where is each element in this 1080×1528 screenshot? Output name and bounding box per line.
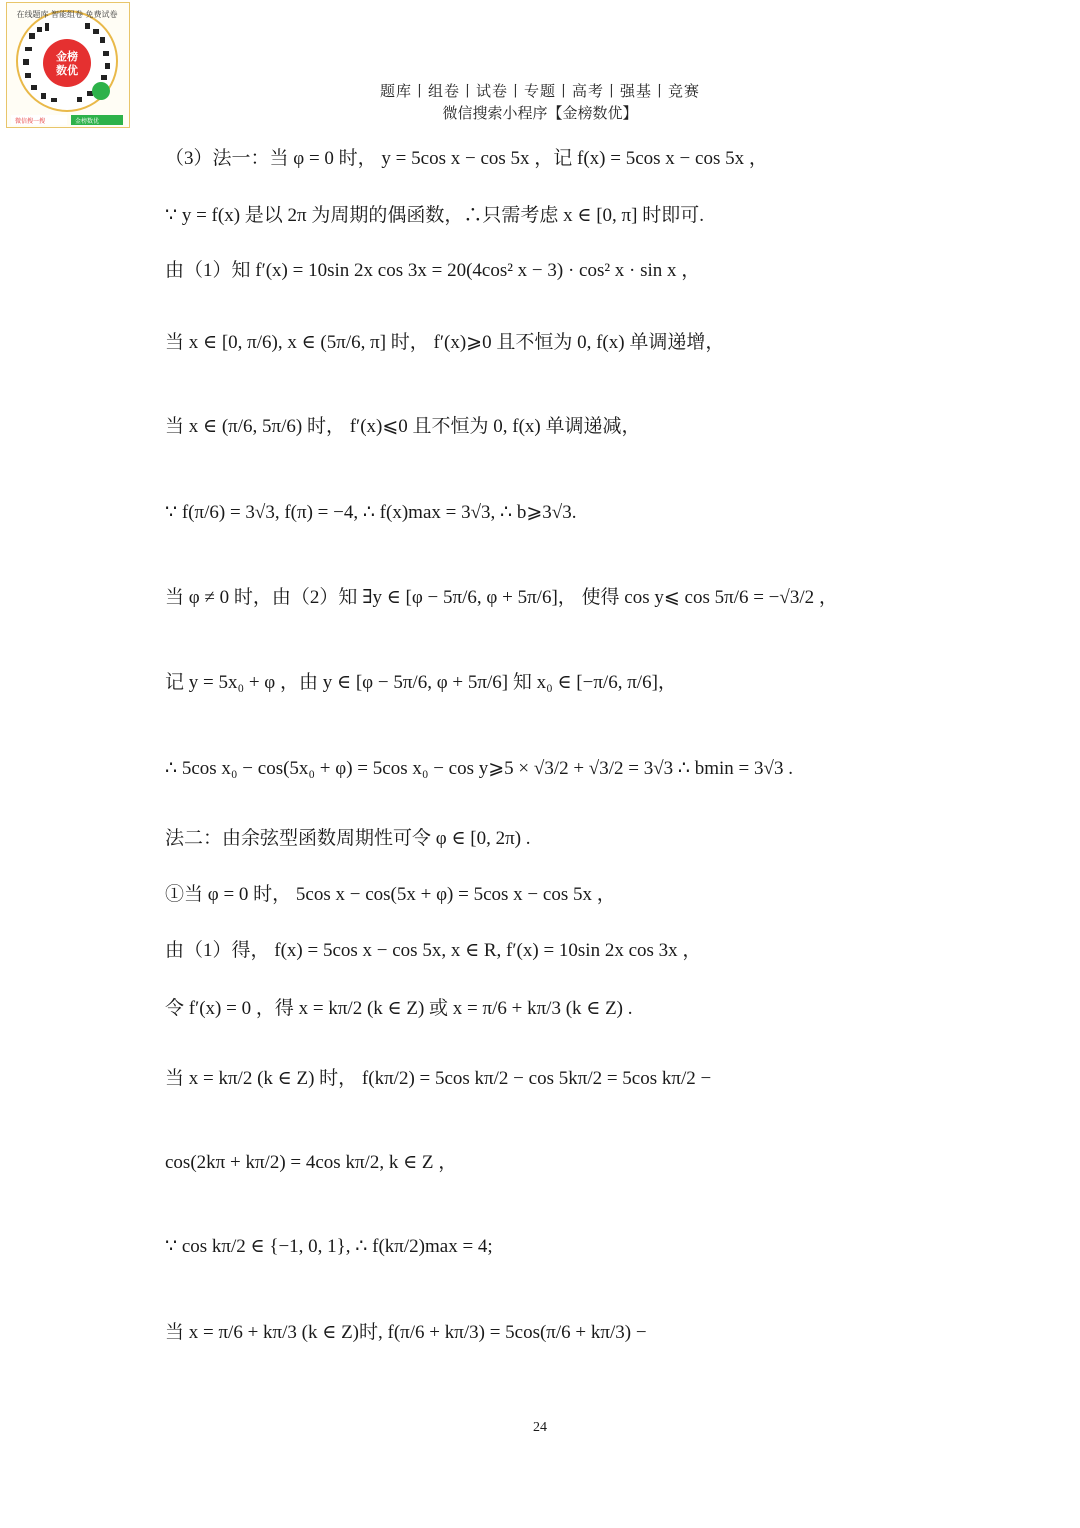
text-line: ∵ y = f(x) 是以 2π 为周期的偶函数，∴只需考虑 x ∈ [0, π] 时即可. <box>165 205 704 226</box>
text-line: 当 x = π/6 + kπ/3 (k ∈ Z)时, f(π/6 + kπ/3) = 5cos(π/6 + kπ/3) − <box>165 1322 647 1343</box>
text-line: （3）法一：当 φ = 0 时， y = 5cos x − cos 5x ，记 f(x) = 5cos x − cos 5x ， <box>165 148 768 169</box>
logo-footer-right: 金榜数优 <box>75 118 100 125</box>
text-line: ∴ 5cos x₀ − cos(5x₀ + φ) = 5cos x₀ − cos y⩾5 × √3/2 + √3/2 = 3√3 ∴ bmin = 3√3 . <box>165 758 793 779</box>
text-line: 令 f′(x) = 0 ，得 x = kπ/2 (k ∈ Z) 或 x = π/6 + kπ/3 (k ∈ Z) . <box>165 998 633 1019</box>
page-number: 24 <box>533 1420 547 1435</box>
text-line: 当 φ ≠ 0 时，由（2）知 ∃y ∈ [φ − 5π/6, φ + 5π/6]， 使得 cos y⩽ cos 5π/6 = −√3/2 ， <box>165 587 838 608</box>
logo-arc-text: 在线题库 智能组卷 免费试卷 <box>16 10 118 19</box>
text-line: 法二：由余弦型函数周期性可令 φ ∈ [0, 2π) . <box>165 828 531 849</box>
text-line: 由（1）得， f(x) = 5cos x − cos 5x, x ∈ R, f′(x) = 10sin 2x cos 3x ， <box>165 940 702 961</box>
text-line: ∵ cos kπ/2 ∈ {−1, 0, 1}, ∴ f(kπ/2)max = 4; <box>165 1236 493 1257</box>
header-wechat-line: 微信搜索小程序【金榜数优】 <box>442 104 638 122</box>
text-line: ①当 φ = 0 时， 5cos x − cos(5x + φ) = 5cos x − cos 5x ， <box>165 884 616 905</box>
text-line: 由（1）知 f′(x) = 10sin 2x cos 3x = 20(4cos² x − 3) · cos² x · sin x ， <box>165 260 701 281</box>
logo-badge-line2: 数优 <box>56 64 78 77</box>
text-line: 当 x ∈ (π/6, 5π/6) 时， f′(x)⩽0 且不恒为 0, f(x) 单调递减， <box>165 416 641 437</box>
text-line: cos(2kπ + kπ/2) = 4cos kπ/2, k ∈ Z ， <box>165 1152 458 1173</box>
text-line: 记 y = 5x₀ + φ ，由 y ∈ [φ − 5π/6, φ + 5π/6] 知 x₀ ∈ [−π/6, π/6]， <box>165 672 677 693</box>
header-nav-line: 题库丨组卷丨试卷丨专题丨高考丨强基丨竞赛 <box>379 82 700 100</box>
text-line: ∵ f(π/6) = 3√3, f(π) = −4, ∴ f(x)max = 3√3, ∴ b⩾3√3. <box>165 502 577 523</box>
text-line: 当 x ∈ [0, π/6), x ∈ (5π/6, π] 时， f′(x)⩾0 且不恒为 0, f(x) 单调递增， <box>165 332 725 353</box>
logo-footer-left: 微信搜一搜 <box>15 118 46 125</box>
logo-badge-line1: 金榜 <box>56 50 78 63</box>
text-line: 当 x = kπ/2 (k ∈ Z) 时， f(kπ/2) = 5cos kπ/2 − cos 5kπ/2 = 5cos kπ/2 − <box>165 1068 712 1089</box>
